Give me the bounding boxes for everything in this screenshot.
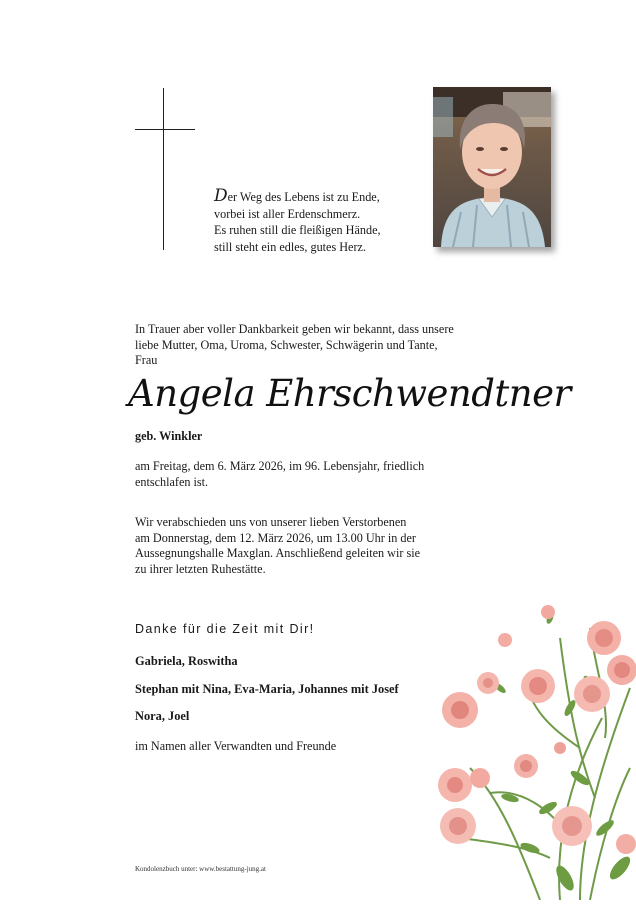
poem-initial: D <box>214 186 228 206</box>
family-line-1: Gabriela, Roswitha <box>135 654 238 668</box>
poem <box>214 186 424 255</box>
cross-icon-vertical <box>163 88 164 250</box>
announcement-intro <box>135 322 480 369</box>
portrait-photo <box>433 87 551 247</box>
farewell-line-4: zu ihrer letzten Ruhestätte. <box>135 561 266 576</box>
poem-line-1-text: er Weg des Lebens ist zu Ende, <box>227 190 380 204</box>
portrait-image <box>433 87 551 247</box>
family-line-3: Nora, Joel <box>135 709 190 723</box>
poem-line-3: Es ruhen still die fleißigen Hände, <box>214 223 381 237</box>
farewell-line-3: Aussegnungshalle Maxglan. Anschließend geleiten wir sie <box>135 546 420 561</box>
poem-line-2: vorbei ist aller Erdenschmerz. <box>214 206 361 221</box>
farewell-notice <box>135 515 475 577</box>
farewell-line-1: Wir verabschieden uns von unserer lieben Verstorbenen <box>135 515 407 529</box>
intro-line-2: liebe Mutter, Oma, Uroma, Schwester, Schwägerin und Tante, <box>135 337 438 352</box>
death-notice-line-2: entschlafen ist. <box>135 474 209 489</box>
cross-icon-horizontal <box>135 129 195 130</box>
birth-name: geb. Winkler <box>135 429 203 443</box>
closing-line: im Namen aller Verwandten und Freunde <box>135 739 337 753</box>
death-notice-line-1: am Freitag, dem 6. März 2026, im 96. Lebensjahr, friedlich <box>135 459 425 473</box>
poem-line-4: still steht ein edles, gutes Herz. <box>214 239 366 254</box>
family-line-2: Stephan mit Nina, Eva-Maria, Johannes mit Josef <box>135 682 399 696</box>
poem-line-1 <box>214 186 424 206</box>
death-notice <box>135 459 475 490</box>
roses-decoration <box>430 598 636 900</box>
roses-icon <box>430 598 636 900</box>
thanks-line: Danke für die Zeit mit Dir! <box>135 622 315 636</box>
condolence-book-link[interactable]: Kondolenzbuch unter: www.bestattung-jung.at <box>135 865 266 873</box>
deceased-name: Angela Ehrschwendtner <box>128 372 571 415</box>
intro-line-1: In Trauer aber voller Dankbarkeit geben wir bekannt, dass unsere <box>135 322 454 336</box>
intro-line-3: Frau <box>135 353 158 368</box>
farewell-line-2: am Donnerstag, dem 12. März 2026, um 13.00 Uhr in der <box>135 530 416 545</box>
